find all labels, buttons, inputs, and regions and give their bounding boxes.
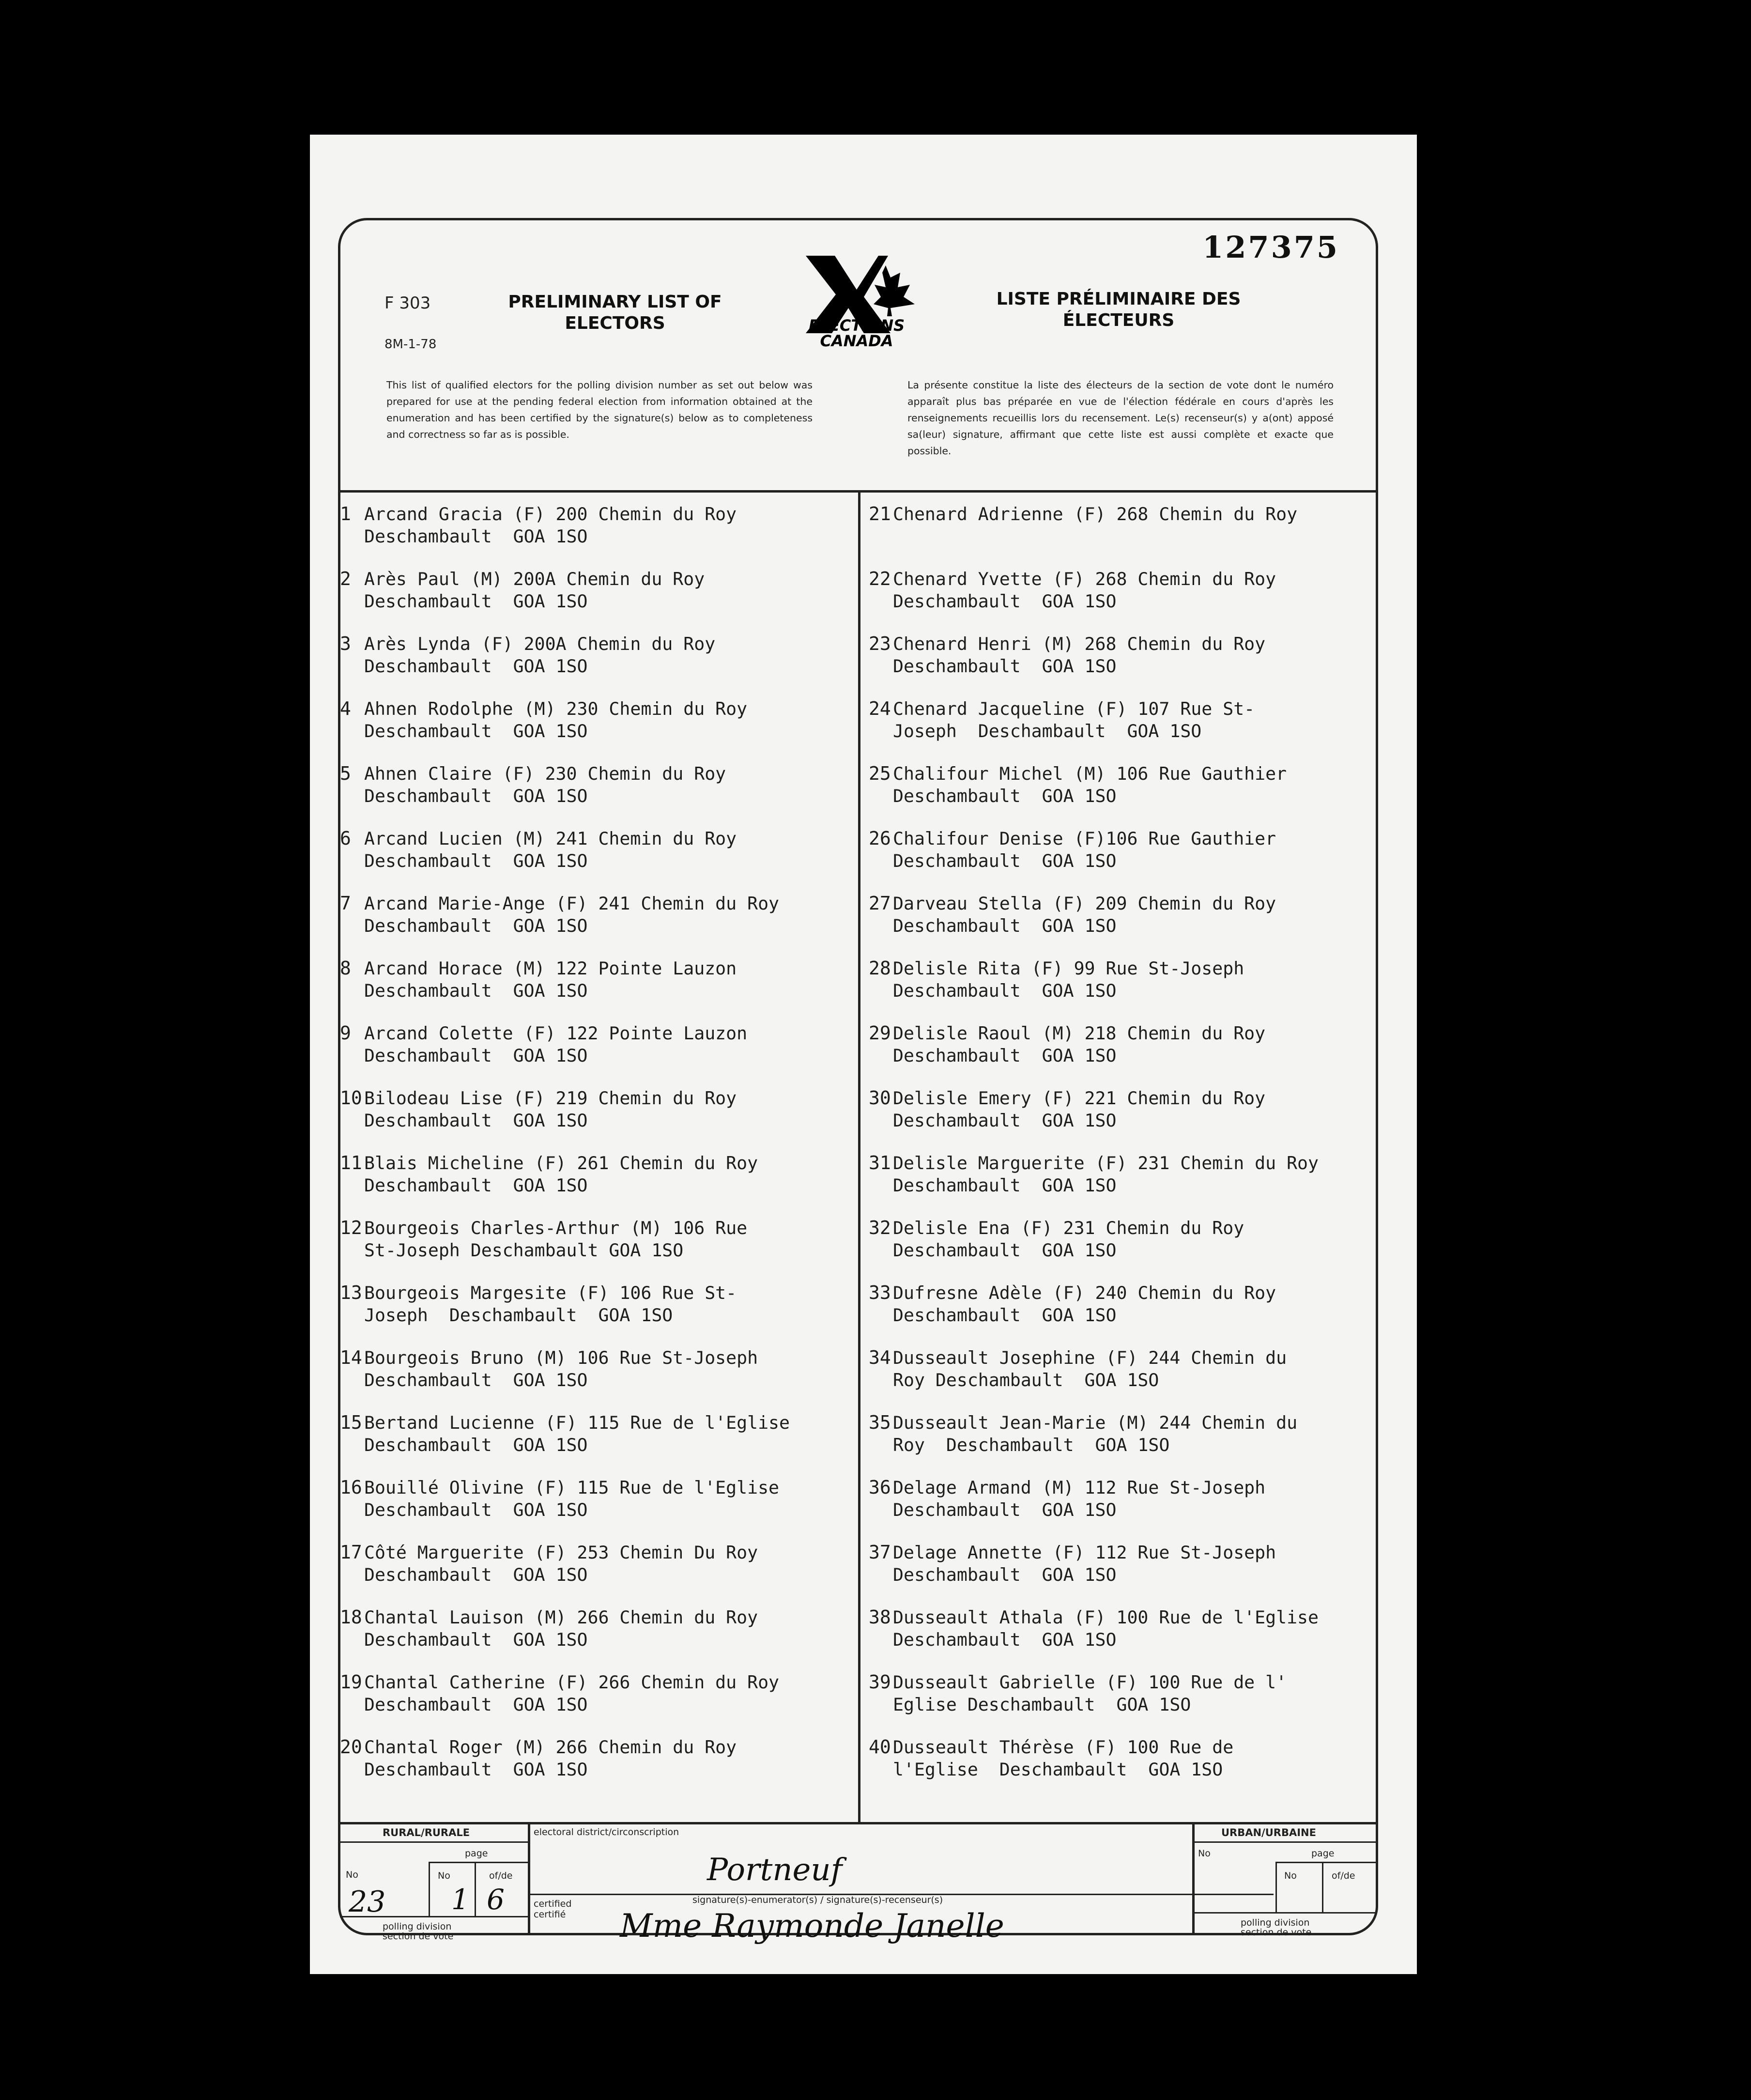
elector-locality: Roy Deschambault GOA 1SO [893,1370,1159,1390]
elector-name-address: Côté Marguerite (F) 253 Chemin Du Roy [364,1542,758,1563]
elector-name-address: Chenard Yvette (F) 268 Chemin du Roy [893,569,1276,589]
rural-of-label: of/de [489,1870,513,1881]
elector-list-sheet [310,135,1417,1974]
elector-entry [869,1541,1411,1606]
form-number: F 303 [384,293,431,313]
elector-number: 4 [340,698,351,719]
elector-entry [869,762,1411,827]
urban-page-label: page [1311,1848,1335,1859]
urban-box-divider [1192,1823,1195,1935]
rural-polling-division-label: polling division section de vote [383,1921,454,1942]
elector-number: 5 [340,763,351,784]
elector-entry [340,633,882,697]
urban-label-line [1194,1841,1376,1843]
elector-name-address: Delisle Emery (F) 221 Chemin du Roy [893,1088,1266,1109]
urban-page-box-mid [1322,1862,1323,1912]
elector-line-1 [340,697,882,720]
elector-locality: Deschambault GOA 1SO [364,786,588,806]
elector-entry [340,1152,882,1217]
elector-name-address: Arcand Colette (F) 122 Pointe Lauzon [364,1023,748,1044]
elector-entry [869,1022,1411,1087]
elector-line-1 [340,1476,882,1499]
elector-locality: Deschambault GOA 1SO [893,1175,1117,1196]
elector-name-address: Delisle Ena (F) 231 Chemin du Roy [893,1218,1244,1238]
elector-locality: Deschambault GOA 1SO [893,1045,1117,1066]
elector-line-1 [869,633,1411,655]
elector-line-1 [340,1087,882,1110]
elector-line-1 [869,1541,1411,1564]
elector-entry [340,1411,882,1476]
title-french: LISTE PRÉLIMINAIRE DES ÉLECTEURS [996,289,1241,330]
elector-line-1 [340,1671,882,1694]
elector-number: 34 [869,1347,891,1368]
electoral-district-handwritten: Portneuf [707,1852,843,1888]
electoral-district-label: electoral district/circonscription [534,1827,679,1838]
urban-division-line [1194,1912,1376,1914]
elector-locality: Deschambault GOA 1SO [893,980,1117,1001]
rural-no-label: No [346,1869,358,1880]
elector-number: 21 [869,503,891,525]
elector-line-1 [340,1217,882,1239]
elector-name-address: Arcand Gracia (F) 200 Chemin du Roy [364,504,737,525]
elector-locality: Deschambault GOA 1SO [364,1759,588,1780]
elector-line-1 [869,1476,1411,1499]
elector-locality: Deschambault GOA 1SO [364,1045,588,1066]
urban-page-box-left [1275,1862,1277,1912]
elector-locality: Deschambault GOA 1SO [893,591,1117,612]
urban-polling-division-label: polling division section de vote [1241,1917,1312,1938]
elector-locality: Deschambault GOA 1SO [364,1694,588,1715]
elector-line-1 [340,503,882,525]
elector-number: 17 [340,1542,362,1563]
signature-label: signature(s)-enumerator(s) / signature(s)-recenseur(s) [692,1895,943,1905]
elector-locality: Eglise Deschambault GOA 1SO [893,1694,1191,1715]
elector-name-address: Bourgeois Bruno (M) 106 Rue St-Joseph [364,1347,758,1368]
elector-locality: Deschambault GOA 1SO [364,1175,588,1196]
elector-name-address: Bourgeois Margesite (F) 106 Rue St- [364,1282,737,1303]
elector-locality: Deschambault GOA 1SO [364,1435,588,1455]
elector-line-1 [869,1282,1411,1304]
elector-name-address: Chantal Lauison (M) 266 Chemin du Roy [364,1607,758,1628]
elector-number: 22 [869,568,891,589]
elector-number: 29 [869,1022,891,1044]
intro-english: This list of qualified electors for the polling division number as set out below was prepared for use at the pending federal election from information obtained at the enumeration and has been certified by the signature(s) below as to completeness and correctness so far as is possible. [386,379,813,440]
elector-name-address: Arès Lynda (F) 200A Chemin du Roy [364,633,716,654]
elector-number: 7 [340,893,351,914]
elector-line-1 [340,1411,882,1434]
elector-entry [869,957,1411,1022]
elector-number: 27 [869,893,891,914]
elector-line-1 [869,1736,1411,1759]
elector-entry [340,697,882,762]
elector-locality: Deschambault GOA 1SO [893,850,1117,871]
elector-entry [869,697,1411,762]
elector-locality: St-Joseph Deschambault GOA 1SO [364,1240,684,1261]
footer-divider [340,1822,1376,1824]
elector-line-1 [340,827,882,850]
elector-line-1 [869,1022,1411,1045]
elector-number: 24 [869,698,891,719]
elector-number: 13 [340,1282,362,1303]
elector-name-address: Chantal Roger (M) 266 Chemin du Roy [364,1737,737,1758]
elector-number: 20 [340,1736,362,1758]
elector-line-1 [869,503,1411,525]
elector-line-1 [869,957,1411,980]
elector-number: 33 [869,1282,891,1303]
elector-name-address: Delage Annette (F) 112 Rue St-Joseph [893,1542,1276,1563]
elector-number: 8 [340,957,351,979]
elector-name-address: Arcand Marie-Ange (F) 241 Chemin du Roy [364,893,780,914]
elector-name-address: Chalifour Michel (M) 106 Rue Gauthier [893,763,1287,784]
elector-entry [869,1476,1411,1541]
elector-locality: Deschambault GOA 1SO [364,1499,588,1520]
elector-line-1 [869,892,1411,915]
elector-number: 9 [340,1022,351,1044]
elector-number: 30 [869,1087,891,1109]
electors-column-left [340,503,882,1801]
elector-line-1 [340,957,882,980]
elector-name-address: Delisle Rita (F) 99 Rue St-Joseph [893,958,1244,979]
elector-name-address: Dusseault Athala (F) 100 Rue de l'Eglise [893,1607,1319,1628]
urban-page-no-label: No [1284,1870,1297,1881]
rural-label: RURAL/RURALE [383,1827,470,1838]
elector-line-1 [869,1671,1411,1694]
elector-number: 31 [869,1152,891,1174]
elector-entry [869,633,1411,697]
elector-locality: Deschambault GOA 1SO [893,1499,1117,1520]
elector-number: 16 [340,1477,362,1498]
elector-entry [340,892,882,957]
elector-locality: Deschambault GOA 1SO [893,786,1117,806]
elector-entry [340,1736,882,1801]
elector-number: 3 [340,633,351,654]
elector-number: 23 [869,633,891,654]
rural-page-label: page [465,1848,488,1859]
rural-page-no-label: No [438,1870,450,1881]
elector-name-address: Dusseault Josephine (F) 244 Chemin du [893,1347,1287,1368]
elector-entry [869,1671,1411,1736]
urban-page-box-top [1275,1862,1376,1863]
elector-name-address: Dusseault Jean-Marie (M) 244 Chemin du [893,1412,1298,1433]
elector-entry [340,1671,882,1736]
elector-locality: Deschambault GOA 1SO [364,980,588,1001]
certified-label: certified certifié [534,1899,572,1920]
elector-name-address: Bouillé Olivine (F) 115 Rue de l'Eglise [364,1477,780,1498]
logo-wordmark: ELECTIONS CANADA [808,316,905,350]
elector-entry [869,1282,1411,1346]
elector-name-address: Dufresne Adèle (F) 240 Chemin du Roy [893,1282,1276,1303]
elector-line-1 [340,1282,882,1304]
elector-number: 1 [340,503,351,525]
elector-line-1 [869,1346,1411,1369]
elector-entry [869,1217,1411,1282]
elector-entry [340,1217,882,1282]
elector-line-1 [869,827,1411,850]
elector-entry [869,1411,1411,1476]
elector-name-address: Chenard Henri (M) 268 Chemin du Roy [893,633,1266,654]
elector-number: 25 [869,763,891,784]
title-english: PRELIMINARY LIST OF ELECTORS [508,292,722,333]
elector-line-1 [340,1736,882,1759]
elector-number: 10 [340,1087,362,1109]
elector-name-address: Chenard Jacqueline (F) 107 Rue St- [893,698,1255,719]
elector-number: 37 [869,1542,891,1563]
elector-locality: Deschambault GOA 1SO [893,1110,1117,1131]
elector-name-address: Delisle Marguerite (F) 231 Chemin du Roy [893,1153,1319,1174]
elector-locality: Joseph Deschambault GOA 1SO [893,721,1202,741]
elector-number: 12 [340,1217,362,1238]
elector-entry [869,827,1411,892]
elector-locality: Deschambault GOA 1SO [364,526,588,547]
rural-page-box-top [429,1862,528,1863]
serial-number: 127375 [1202,230,1339,265]
elector-entry [869,1606,1411,1671]
elector-locality: Roy Deschambault GOA 1SO [893,1435,1170,1455]
elector-entry [340,1476,882,1541]
elector-entry [869,1152,1411,1217]
elector-number: 11 [340,1152,362,1174]
elector-locality: Deschambault GOA 1SO [364,721,588,741]
elector-line-1 [869,1217,1411,1239]
elector-name-address: Arcand Lucien (M) 241 Chemin du Roy [364,828,737,849]
elector-name-address: Dusseault Gabrielle (F) 100 Rue de l' [893,1672,1287,1693]
rural-label-line [340,1841,529,1843]
elector-number: 19 [340,1671,362,1693]
elector-line-1 [340,1152,882,1174]
elector-locality: l'Eglise Deschambault GOA 1SO [893,1759,1223,1780]
elector-number: 28 [869,957,891,979]
elector-number: 14 [340,1347,362,1368]
elector-locality: Joseph Deschambault GOA 1SO [364,1305,673,1326]
elector-line-1 [869,1411,1411,1434]
elector-name-address: Arcand Horace (M) 122 Pointe Lauzon [364,958,737,979]
electors-column-right [869,503,1411,1801]
elector-line-1 [869,1152,1411,1174]
elector-line-1 [340,1606,882,1629]
elector-entry [340,503,882,568]
elector-name-address: Delisle Raoul (M) 218 Chemin du Roy [893,1023,1266,1044]
elector-line-1 [340,1541,882,1564]
elector-locality: Deschambault GOA 1SO [364,1629,588,1650]
elector-entry [340,568,882,633]
elector-name-address: Ahnen Rodolphe (M) 230 Chemin du Roy [364,698,748,719]
elector-entry [340,1606,882,1671]
elector-line-1 [340,892,882,915]
elector-locality: Deschambault GOA 1SO [364,850,588,871]
elector-line-1 [340,762,882,785]
elector-name-address: Chenard Adrienne (F) 268 Chemin du Roy [893,504,1298,525]
page-total-handwritten: 6 [487,1883,505,1916]
elector-locality: Deschambault GOA 1SO [893,1305,1117,1326]
elector-locality: Deschambault GOA 1SO [364,591,588,612]
elector-name-address: Chantal Catherine (F) 266 Chemin du Roy [364,1672,780,1693]
elector-entry [340,762,882,827]
elector-number: 40 [869,1736,891,1758]
elector-number: 35 [869,1412,891,1433]
elector-locality: Deschambault GOA 1SO [893,656,1117,677]
elector-entry [340,1282,882,1346]
elector-entry [340,1541,882,1606]
elector-number: 36 [869,1477,891,1498]
rural-page-box-mid [475,1862,476,1916]
elector-locality: Deschambault GOA 1SO [364,1370,588,1390]
form-date: 8M-1-78 [384,337,437,352]
elector-number: 15 [340,1412,362,1433]
elector-number: 32 [869,1217,891,1238]
elector-number: 26 [869,828,891,849]
elector-locality: Deschambault GOA 1SO [364,1110,588,1131]
elector-entry [340,1022,882,1087]
elector-line-1 [869,1087,1411,1110]
elector-line-1 [869,762,1411,785]
elector-line-1 [340,1022,882,1045]
elector-entry [869,503,1411,568]
polling-number-handwritten: 23 [349,1885,386,1919]
elector-line-1 [869,697,1411,720]
elector-entry [869,892,1411,957]
elector-number: 2 [340,568,351,589]
page-number-handwritten: 1 [451,1883,469,1916]
elector-name-address: Darveau Stella (F) 209 Chemin du Roy [893,893,1276,914]
elector-line-1 [869,568,1411,590]
elector-locality: Deschambault GOA 1SO [364,915,588,936]
elector-number: 6 [340,828,351,849]
rural-box-divider [528,1823,530,1935]
elector-entry [340,1346,882,1411]
elector-number: 39 [869,1671,891,1693]
elector-locality: Deschambault GOA 1SO [893,1240,1117,1261]
elector-locality: Deschambault GOA 1SO [893,915,1117,936]
elector-entry [869,1346,1411,1411]
elector-locality: Deschambault GOA 1SO [364,656,588,677]
elector-name-address: Chalifour Denise (F)106 Rue Gauthier [893,828,1276,849]
elector-name-address: Dusseault Thérèse (F) 100 Rue de [893,1737,1234,1758]
elector-locality: Deschambault GOA 1SO [893,1629,1117,1650]
elector-name-address: Delage Armand (M) 112 Rue St-Joseph [893,1477,1266,1498]
elector-entry [869,568,1411,633]
intro-french: La présente constitue la liste des électeurs de la section de vote dont le numéro apparaît plus bas préparée en vue de l'élection fédérale en cours d'après les renseignements recueillis lors du recensement. Le(s) recenseur(s) y a(ont) apposé sa(leur) signature, affirmant que cette liste est aussi complète et exacte que possible. [907,379,1334,457]
elector-entry [869,1736,1411,1801]
urban-no-label: No [1198,1848,1211,1859]
elector-name-address: Ahnen Claire (F) 230 Chemin du Roy [364,763,726,784]
elector-entry [340,957,882,1022]
elector-line-1 [340,633,882,655]
elector-line-1 [340,568,882,590]
elector-entry [340,1087,882,1152]
elector-name-address: Bilodeau Lise (F) 219 Chemin du Roy [364,1088,737,1109]
urban-of-label: of/de [1332,1870,1355,1881]
elector-name-address: Blais Micheline (F) 261 Chemin du Roy [364,1153,758,1174]
elector-entry [340,827,882,892]
elector-line-1 [869,1606,1411,1629]
elector-name-address: Bourgeois Charles-Arthur (M) 106 Rue [364,1218,748,1238]
elector-locality: Deschambault GOA 1SO [893,1564,1117,1585]
elector-locality: Deschambault GOA 1SO [364,1564,588,1585]
signature-handwritten: Mme Raymonde Janelle [620,1907,1004,1945]
elector-name-address: Arès Paul (M) 200A Chemin du Roy [364,569,705,589]
elector-name-address: Bertand Lucienne (F) 115 Rue de l'Eglise [364,1412,790,1433]
elector-entry [869,1087,1411,1152]
rural-page-box-left [429,1862,430,1916]
elector-number: 38 [869,1606,891,1628]
elector-number: 18 [340,1606,362,1628]
elector-line-1 [340,1346,882,1369]
urban-label: URBAN/URBAINE [1221,1827,1316,1838]
